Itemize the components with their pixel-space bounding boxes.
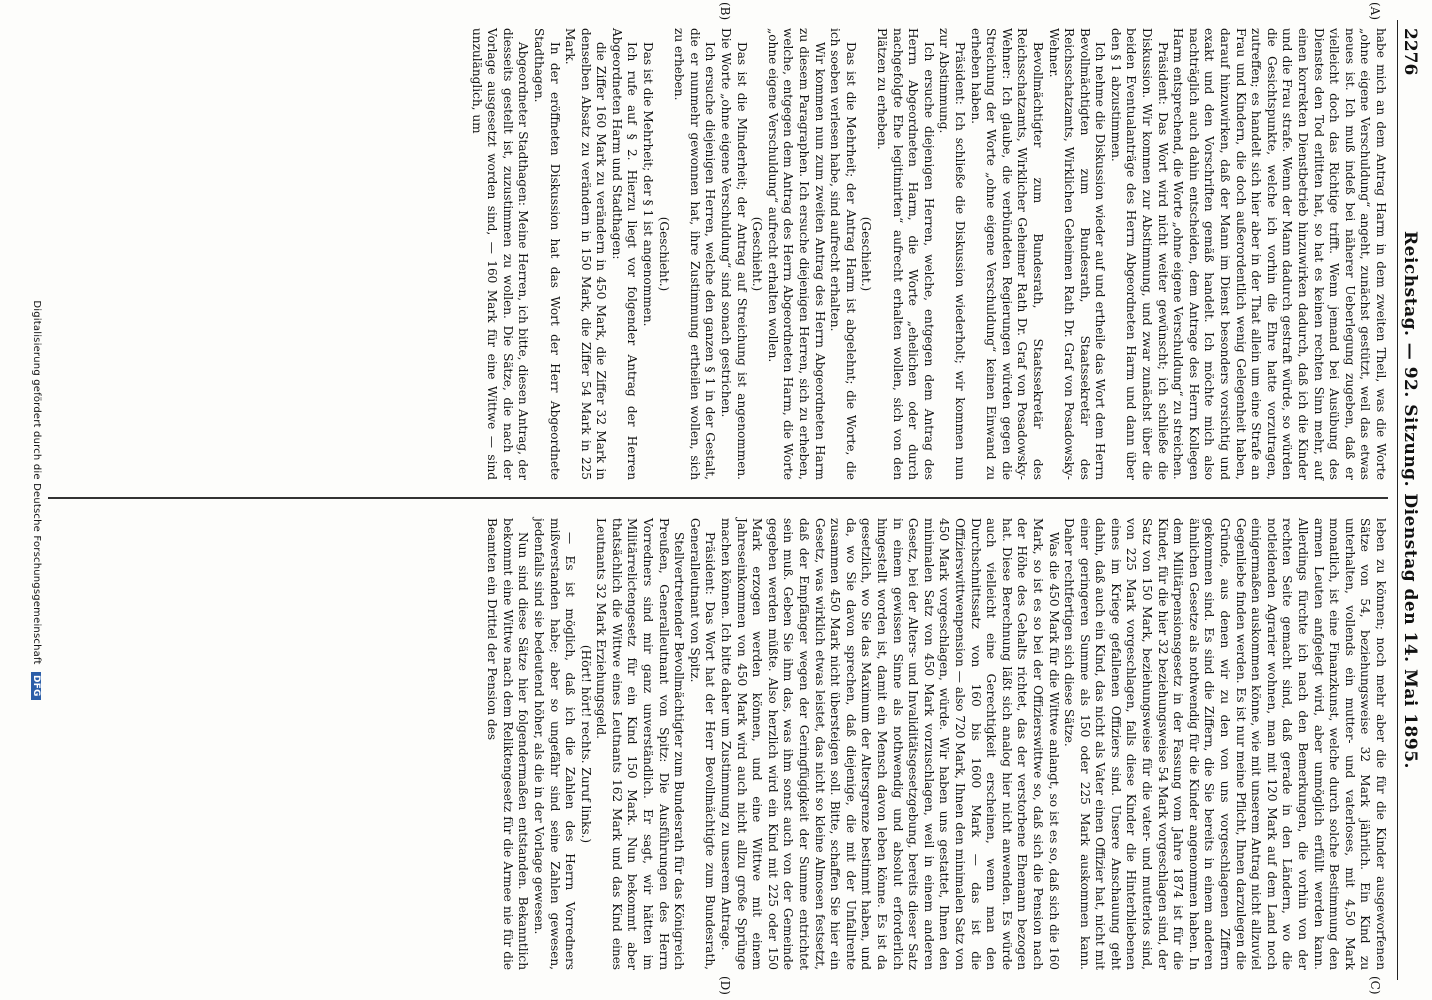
paragraph: habe mich an dem Antrag Harm in dem zweiten Theil, was die Worte „ohne eigene Verschuldung“ angeht, zunächst gestützt, weil das etwas neues ist. Ich muß indeß bei näherer Ueberlegung zugeben, daß er vielleicht doch das Richtige trifft. Wenn jemand bei Ausübung des Dienstes den Tod erlitten hat, so hat es keinen rechten Sinn mehr, auf einen korrekten Dienstbetrieb hinzuwirken dadurch, daß ich die Kinder und die Frau strafe. Wenn der Mann dadurch gestraft würde, so würden die Gesichtspunkte, welche ich vorhin die Ehre hatte vorzutragen, zutreffen; es handelt sich hier aber in der That allein um eine Strafe an Frau und Kindern, die doch außerordentlich wenig Gelegenheit haben, darauf hinzuwirken, daß der Mann im Dienst besonders vorsichtig und exakt und den Vorschriften gemäß handelt. Ich möchte mich also nachträglich auch dahin entscheiden, dem Antrage des Herrn Kollegen Harm entsprechend, die Worte „ohne eigene Verschuldung“ zu streichen.	[1171, 28, 1388, 480]
paragraph: Stellvertretender Bevollmächtigter zum Bundesrath für das Königreich Preußen, Generalleutnant von Spitz: Die Ausführungen des Herrn Vorredners sind mir ganz unverständlich. Er sagt, wir hätten im Militärrelictengesetz für ein Kind 150 Mark. Nun bekommt aber thatsächlich die Wittwe eines Leutnants 162 Mark und das Kind eines Leutnants 32 Mark Erziehungsgeld.	[594, 518, 687, 970]
paragraph: — Es ist möglich, daß ich die Zahlen des Herrn Vorredners mißverstanden habe; aber so ungefähr sind seine Zahlen gewesen, jedenfalls sind sie bedeutend höher, als die in der Vorlage gewesen.	[531, 518, 578, 970]
paragraph: leben zu können; noch mehr aber die für die Kinder ausgeworfenen Sätze von 54, beziehungsweise 32 Mark jährlich. Ein Kind zu unterhalten, vollends ein mutter- und vaterloses, mit 4,50 Mark monatlich, ist eine Finanzkunst, welche durch solche Bestimmung den armen Leuten anfgelegt wird, aber unmöglich erfüllt werden kann. Allerdings fürchte ich nach den Bemerkungen, die vorhin von der rechten Seite gemacht sind, daß gerade in den Ländern, wo die notleidenden Agrarier wohnen, man mit 120 Mark auf dem Land noch einigermaßen auskommen könne, wie mit unserem Antrag nicht allzuviel Gegenliebe finden werden. Es ist nur meine Pflicht, Ihnen darzulegen die Gründe, aus denen wir zu den von uns vorgeschlagenen Ziffern gekommen sind. Es sind die Ziffern, die Sie bereits in einem anderen ähnlichen Gesetze als nothwendig für die Kinder angenommen haben. In dem Militärpensionsgesetz in der Fassung vom Jahre 1874 ist für die Kinder, für die hier 32 beziehungsweise 54 Mark vorgeschlagen sind, der Satz von 150 Mark, beziehungsweise für die vater- und mutterlos sind, von 225 Mark vorgeschlagen, falls diese Kinder die Hinterbliebenen eines im Kriege gefallenen Offiziers sind. Unsere Anschauung geht dahin, daß auch ein Kind, das nicht als Vater einen Offizier hat, nicht mit einer geringeren Summe als 150 oder 225 Mark auskommen kann. Daher rechtfertigen sich diese Sätze.	[1062, 518, 1388, 970]
column-divider	[48, 497, 1388, 499]
stage-note: (Geschieht.)	[859, 216, 874, 292]
paragraph: Nun sind diese Sätze hier folgendermaßen entstanden. Bekanntlich bekommt eine Wittwe nach dem Reliktengesetz für die Armee nie für die Beamten ein Drittel der Pension des	[485, 518, 531, 970]
stage-note: (Geschieht.)	[656, 216, 671, 292]
paragraph: Ich ersuche diejenigen Herren, welche den ganzen § 1 in der Gestalt, die er nunmehr gewonnen hat, ihre Zustimmung ertheilen wollen, sich zu erheben.	[672, 28, 718, 480]
paragraph: Ich nehme die Diskussion wieder auf und ertheile das Wort dem Herrn Bevollmächtigten zum Bundesrath, Staatssekretär des Reichsschatzamts, Wirklichen Geheimen Rath Dr. Graf von Posadowsky-Wehner.	[1046, 28, 1108, 480]
page-number: 2276	[1400, 28, 1420, 76]
paragraph: Bevollmächtigter zum Bundesrath, Staatssekretär des Reichsschatzamts, Wirklicher Geheimer Rath Dr. Graf von Posadowsky-Wehner: Ich glaube, die verbündeten Regierungen würden gegen die Streichung der Worte „ohne eigene Verschuldung“ keinen Einwand zu erheben haben.	[968, 28, 1045, 480]
paragraph: Präsident: Ich schließe die Diskussion wiederholt; wir kommen nun zur Abstimmung.	[937, 28, 967, 480]
paragraph: Präsident: Das Wort wird nicht weiter gewünscht; ich schließe die Diskussion. Wir kommen zur Abstimmung, und zwar zunächst über die beiden Eventualanträge des Herrn Abgeordneten Harm und dann über den § 1 abzustimmen.	[1108, 28, 1170, 480]
paragraph: Ich rufe auf § 2. Hierzu liegt vor folgender Antrag der Herren Abgeordneten Harm und Stadthagen:	[609, 28, 640, 480]
margin-mark-b: (B)	[718, 2, 732, 21]
paragraph: Präsident: Das Wort hat der Herr Bevollmächtigte zum Bundesrath, Generalleutnant von Spitz.	[687, 518, 718, 970]
paragraph: Das ist die Minderheit; der Antrag auf Streichung ist angenommen. Die Worte „ohne eigene Verschuldung“ sind sonach gestrichen.	[719, 28, 749, 480]
paragraph: Das ist die Mehrheit; der Antrag Harm ist abgelehnt; die Worte, die ich soeben verlesen habe, sind aufrecht erhalten.	[828, 28, 858, 480]
running-title: Reichstag. — 92. Sitzung. Dienstag den 14. Mai 1895.	[1400, 231, 1420, 769]
paragraph: Ich ersuche diejenigen Herren, welche, entgegen dem Antrag des Herrn Abgeordneten Harm, die Worte „ehelichen oder durch nachgefolgte Ehe legitimirten“ aufrecht erhalten wollen, sich von den Plätzen zu erheben.	[875, 28, 936, 480]
dfg-logo: DFG	[31, 672, 41, 700]
motion-text: die Ziffer 160 Mark zu verändern in 450 Mark, die Ziffer 32 Mark in denselben Absatz zu verändern in 150 Mark, die Ziffer 54 Mark in 225 Mark.	[563, 28, 609, 480]
paragraph: Abgeordneter Stadthagen: Meine Herren, ich bitte, diesen Antrag, der diesseits gestellt ist, zuzustimmen zu wollen. Die Sätze, die nach der Vorlage ausgesetzt worden sind, — 160 Mark für eine Wittwe — sind unzulänglich, um	[469, 28, 531, 480]
margin-mark-a: (A)	[1368, 2, 1382, 21]
stage-note: (Hört! hört! rechts. Zuruf links.)	[578, 644, 593, 844]
digitization-note	[12, 0, 42, 1000]
paragraph: In der eröffneten Diskussion hat das Wort der Herr Abgeordnete Stadthagen.	[531, 28, 562, 480]
margin-mark-d: (D)	[718, 976, 732, 995]
right-column	[484, 518, 1388, 970]
left-column	[468, 28, 1388, 480]
stage-note: (Geschieht.)	[750, 216, 765, 292]
digitization-text: Digitalisierung gefördert durch die Deutsche Forschungsgemeinschaft	[31, 300, 42, 665]
page-header	[1396, 0, 1424, 1000]
paragraph: Was die 450 Mark für die Wittwe anlangt, so ist es so, daß sich die 160 Mark, so ist es so bei der Offizierswittwe so, daß sich die Pension nach der Höhe des Gehalts richtet, das der verstorbene Ehemann bezogen hat. Diese Berechnung läßt sich analog hier nicht anwenden. Es würde auch vielleicht eine Gerechtigkeit erscheinen, wenn man den Durchschnittssatz von 160 bis 1600 Mark — das ist die Offizierswittwenpension — also 720 Mark, Ihnen den minimalen Satz von 450 Mark vorgeschlagen, würde. Wir haben uns gestattet, Ihnen den minimalen Satz von 450 Mark vorzuschlagen, weil in einem anderen Gesetz, bei der Alters- und Invaliditätsgesetzgebung, bereits dieser Satz in einem gewissen Sinne als nothwendig und absolut erforderlich hingestellt worden ist, damit ein Mensch davon leben könne. Es ist da gesetzlich, wo Sie das Maximum der Altersgrenze bestimmt haben, und da, wo Sie davon sprechen, daß diejenige, die mit der Unfallrente zusammen 450 Mark nicht übersteigen soll. Bitte, schaffen Sie hier ein Gesetz, was wirklich etwas leistet, das nicht so kleine Almosen festsetzt, daß der Empfänger wegen der Geringfügigkeit der Summe entrichtet sein muß. Geben Sie ihm das, was ihm sonst auch von der Gemeinde gegeben werden müßte. Also herzlich wird ein Kind mit 225 oder 150 Mark erzogen werden können, und eine Wittwe mit einem Jahreseinkommen von 450 Mark wird auch nicht allzu große Sprünge machen können. Ich bitte daher um Zustimmung zu unserem Antrage.	[719, 518, 1061, 970]
header-rule	[1397, 20, 1398, 980]
paragraph: Wir kommen nun zum zweiten Antrag des Herrn Abgeordneten Harm zu diesem Paragraphen. Ich ersuche diejenigen Herren, sich zu erheben, welche, entgegen dem Antrag des Herrn Abgeordneten Harm, die Worte „ohne eigene Verschuldung“ aufrecht erhalten wollen.	[765, 28, 827, 480]
paragraph: Das ist die Mehrheit; der § 1 ist angenommen.	[641, 42, 656, 327]
margin-mark-c: (C)	[1368, 976, 1382, 995]
